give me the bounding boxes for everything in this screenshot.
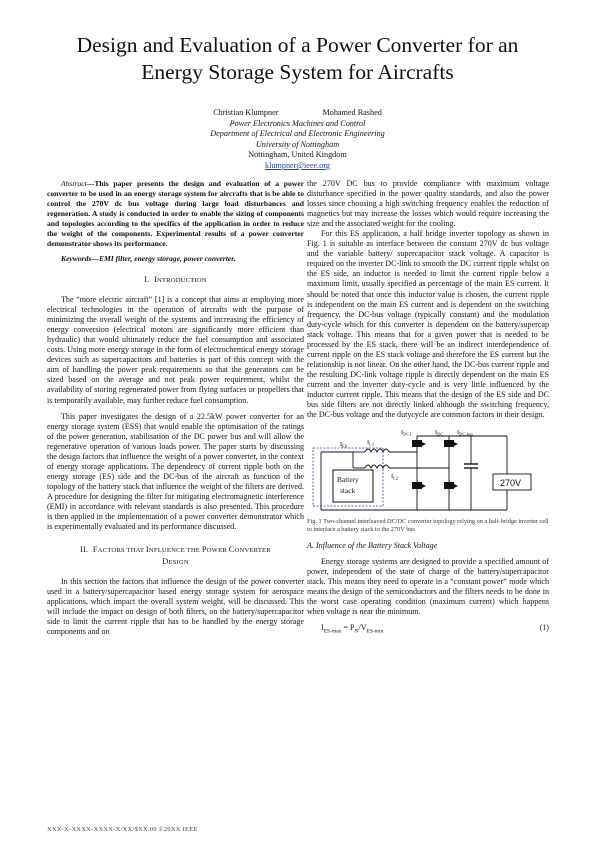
right-paragraph-2: For this ES application, a half bridge inverter topology as shown in Fig. 1 is suitable as interface between the constant 270V dc bus voltage and the variable battery/ supercapacitor stack voltage. A capacitor is required on the inverter DC-link to smooth the DC current ripple whilst on the ES side, an inductor is needed to limit the current ripple below a maximum limit, usually specified as percentage of the main ES current. It should be noted that once this inductor value is chosen, the current ripple is independent on the main ES current and is dependent on the switching frequency, the DC-bus voltage (typically constant) and the modulation duty-cycle which for this converter is dependent on the battery/supercap stack voltage. This means that for a given power that is needed to be processed by the ES stack, there will be an indirect interdependence of current ripple on the ES stack voltage and therefore the ES current but the relationship is not linear. On the other hand, the DC-bus current ripple and the resulting DC-link voltage ripple is directly dependent on the main ES current and the inverter duty-cycle and is very little influenced by the inductor current ripple. This means that the design of the ES side and DC bus side filters are not directly linked although the switching frequency, the DC-bus voltage and the dutycycle are common factors in their design. (307, 229, 549, 420)
section-1-paragraph-2: This paper investigates the design of a 22.5kW power converter for an energy storage system (ESS) that would enable the optimisation of the ratings of the power generation, stabilisation of the DC power bus and will allow the regenerative operation of various loads power. The paper starts by discussing the design factors that influence the weight of a power converter, in the context of energy storage applications. The dependency of current ripple both on the energy storage (ES) side and the DC-bus of the aircraft as function of the topology of the battery stack that influence the weight of the filters are derived. A procedure for designing the filter for mitigating electromagnetic interference (EMI) in accordance with relevant standards is also presented. This procedure is then applied in the implementation of a power converter demonstrator which is experimentally evaluated and its performance discussed. (47, 411, 304, 532)
author-city: Nottingham, United Kingdom (248, 150, 347, 160)
section-2-paragraph-1: In this section the factors that influence the design of the power converter used in a battery/supercapacitor based energy storage system for aerospace applications, which impact the overall system weight, will be discussed. This will include the impact on design of both filters, on the battery/supercapacitor side to limit the current ripple that has to be handled by the energy storage components and on (47, 577, 304, 637)
battery-label-1: Battery (337, 475, 359, 485)
author-university: University of Nottingham (255, 139, 340, 149)
copyright-footer: XXX-X-XXXX-XXXX-X/XX/$XX.00 ©20XX IEEE (47, 826, 198, 833)
label-idc: $I_{DC}$ (435, 430, 444, 437)
author-email-link[interactable]: klumpner@ieee.org (265, 160, 330, 170)
right-paragraph-continued: the 270V DC bus to provide compliance with maximum voltage disturbance specified in the power quality standards, and also the power losses since choosing a high switching frequency enables the reduction of magnetics but may increase the losses which would require increasing the size and the associated weight for the cooling. (307, 179, 549, 229)
title-line-1: Design and Evaluation of a Power Converter for an (76, 33, 519, 57)
equation-1: $I_{ES-max} = P_N/V_{ES-min}$ (1) (321, 623, 549, 636)
abstract (47, 179, 304, 249)
right-paragraph-3: Energy storage systems are designed to provide a specified amount of power, independent of the state of charge of the battery/supercapacitor stack. This means they need to operate in a “constant power” mode which means the design of the semiconductors and the filters needs to be done in the worst case operating condition (maximum current) which happens when voltage is near the minimum. (307, 557, 549, 617)
title-line-2: Energy Storage System for Aircrafts (141, 60, 454, 84)
label-idc1: $I_{DC1}$ (401, 430, 412, 437)
author-names (120, 108, 475, 119)
label-il1: $I_{L1}$ (367, 439, 375, 447)
label-ies: $I_{ES}$ (340, 441, 348, 449)
label-idcbus: $I_{DC-bus}$ (457, 430, 474, 437)
author-name-2: Mohamed Rashed (322, 108, 382, 117)
keywords: Keywords—EMI filter, energy storage, power converter. (61, 254, 236, 263)
author-department: Department of Electrical and Electronic Engineering (210, 129, 385, 139)
converter-schematic (307, 430, 549, 516)
battery-label-2: stack (340, 486, 356, 496)
paper-title (30, 32, 565, 86)
author-group: Power Electronics Machines and Control (229, 118, 366, 128)
section-2-heading: II. FACTORS THAT INFLUENCE THE POWER CONVERTER DESIGN (80, 545, 271, 567)
right-column (307, 179, 549, 637)
section-1-heading: I. INTRODUCTION (144, 275, 207, 284)
subsection-a-heading: A. Influence of the Battery Stack Voltage (307, 541, 438, 551)
author-block (120, 108, 475, 172)
left-column (47, 179, 304, 637)
figure-1 (307, 430, 549, 516)
figure-1-caption: Fig. 1 Two-channel interleaved DC/DC converter topology relying on a half-bridge inverter cell to interface a battery stack to the 270V bus (307, 518, 549, 534)
author-name-1: Christian Klumpner (213, 108, 279, 117)
section-1-paragraph-1: The “more electric aircraft” [1] is a concept that aims at employing more electrical technologies in the operation of aircrafts with the purpose of minimizing the overall weight of the systems and increasing the efficiency of energy conversion (electrical motors are significantly more efficient than hydraulic) that would ultimately reduce the fuel consumption and associated costs. Using more energy storage in the form of electrochemical energy storage devices such as supercapacitors and batteries is part of this concept with the aim of handling the power peak requirements so that the generators can be sized based on the average and not peak power requirement, whilst the availability of storing regenerated power from flying surfaces or propellers that is temporarily available, may further reduce fuel consumption. (47, 295, 304, 405)
abstract-text: —This paper presents the design and evaluation of a power converter to be used in an energy storage system for aircrafts that is be able to control the 270V dc bus voltage during large load disturbances and regeneration. A study is conducted in order to enable the sizing of components and topologies according to the specifics of the application in order to reduce the weight of the components. Experimental results of a power converter demonstrator shows its performance. (47, 179, 304, 248)
equation-number: (1) (539, 623, 549, 633)
abstract-label: Abstract (61, 179, 87, 188)
bus-voltage-label: 270V (500, 478, 522, 489)
label-il2: $I_{L2}$ (391, 473, 399, 481)
